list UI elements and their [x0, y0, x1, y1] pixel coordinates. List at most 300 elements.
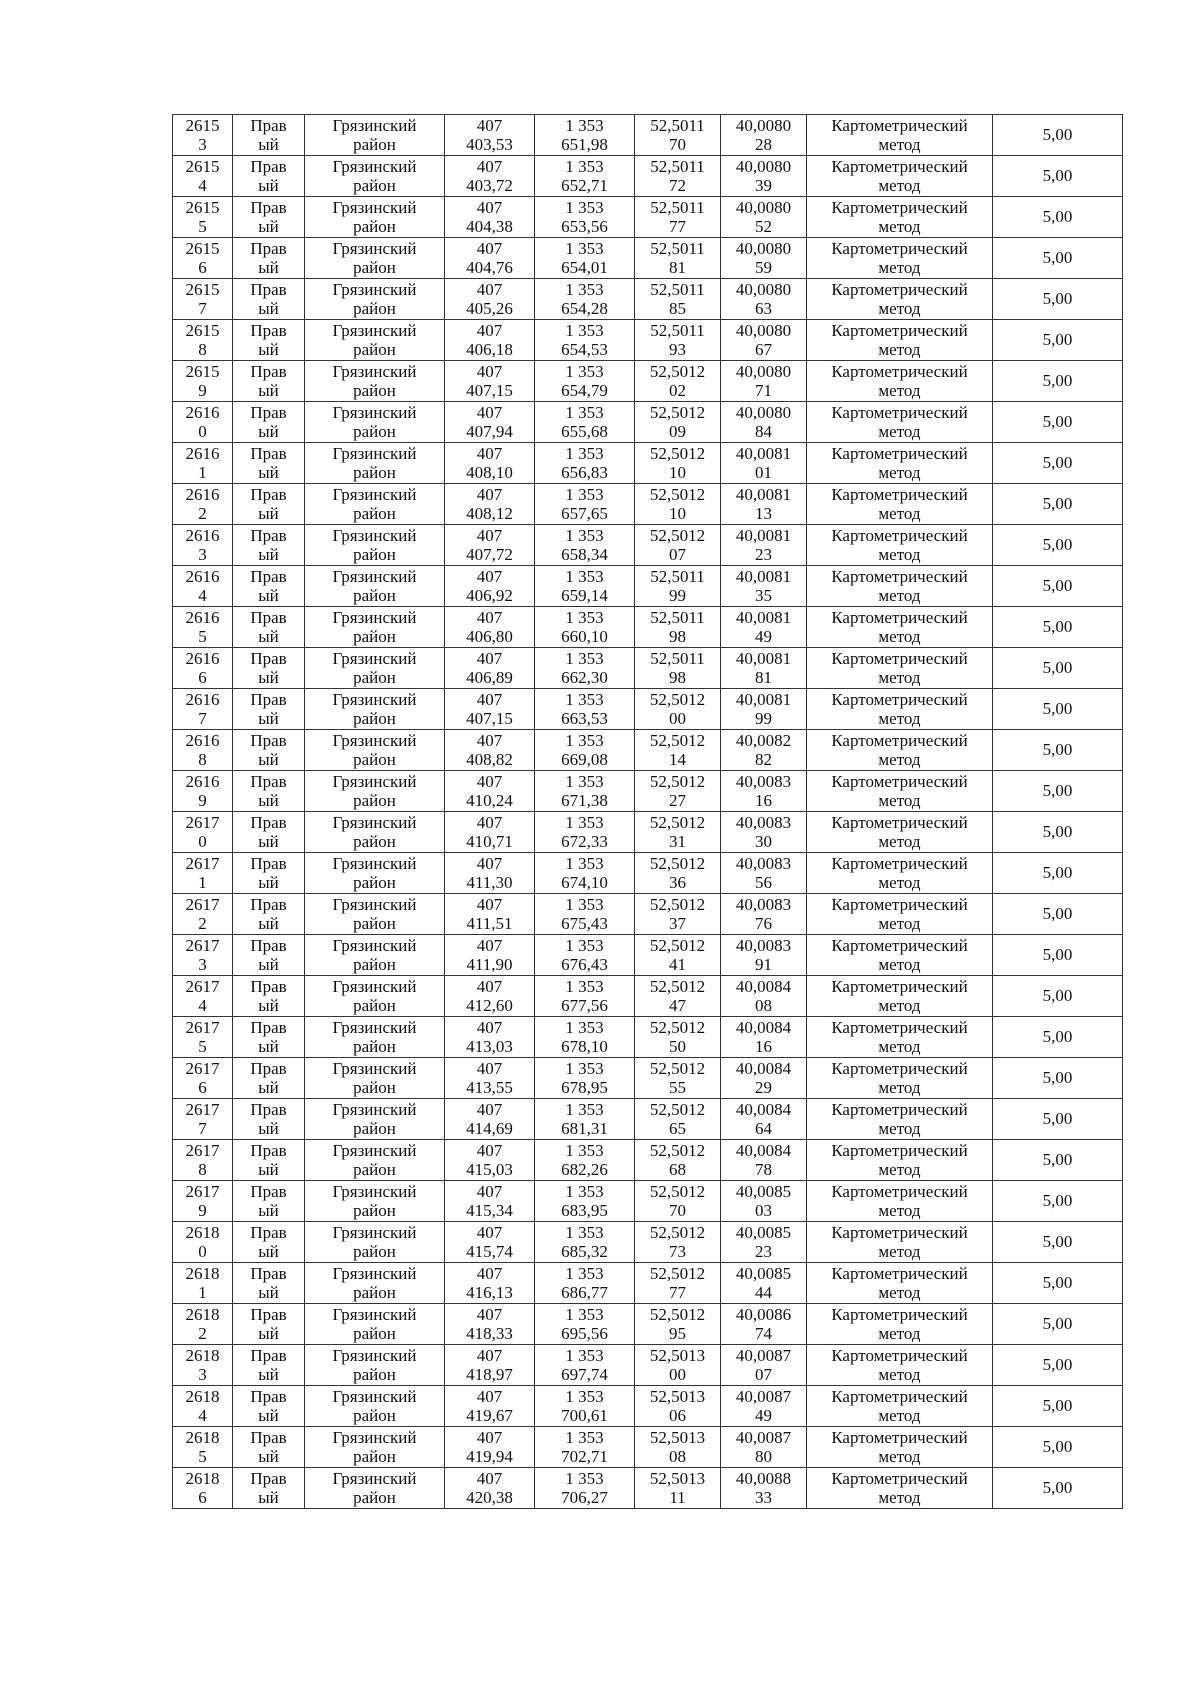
method-cell	[807, 1140, 993, 1181]
side-cell-line-1: Прав	[250, 403, 287, 422]
coordinate-y-cell-line-2: 672,33	[561, 832, 608, 851]
longitude-cell-line-1: 40,0083	[735, 772, 792, 791]
table-row	[173, 894, 1123, 935]
side-cell-line-1: Прав	[250, 1469, 287, 1488]
longitude-cell-line-1: 40,0088	[735, 1469, 792, 1488]
table-row	[173, 935, 1123, 976]
method-cell-line-2: метод	[878, 1242, 921, 1261]
longitude-cell	[721, 1222, 807, 1263]
longitude-cell-line-1: 40,0084	[735, 1100, 792, 1119]
point-number-cell-line-1: 2617	[185, 854, 220, 873]
latitude-cell-line-2: 93	[669, 340, 686, 359]
side-cell-line-2: ый	[258, 258, 279, 277]
coordinate-y-cell-line-2: 674,10	[561, 873, 608, 892]
district-cell-line-1: Грязинский	[332, 1018, 417, 1037]
table-row	[173, 1181, 1123, 1222]
longitude-cell	[721, 1304, 807, 1345]
side-cell	[233, 1058, 305, 1099]
side-cell-line-1: Прав	[250, 280, 287, 299]
latitude-cell-line-2: 00	[669, 1365, 686, 1384]
method-cell	[807, 812, 993, 853]
side-cell	[233, 1222, 305, 1263]
method-cell-line-2: метод	[878, 381, 921, 400]
coordinate-x-cell-line-2: 407,15	[466, 381, 513, 400]
method-cell	[807, 648, 993, 689]
district-cell-line-2: район	[353, 586, 396, 605]
side-cell-line-2: ый	[258, 1406, 279, 1425]
district-cell-line-1: Грязинский	[332, 1469, 417, 1488]
district-cell-line-2: район	[353, 1324, 396, 1343]
district-cell-line-2: район	[353, 996, 396, 1015]
method-cell	[807, 730, 993, 771]
latitude-cell	[635, 1140, 721, 1181]
method-cell-line-2: метод	[878, 1365, 921, 1384]
latitude-cell-line-2: 99	[669, 586, 686, 605]
coordinate-y-cell-line-1: 1 353	[565, 854, 604, 873]
method-cell-line-2: метод	[878, 463, 921, 482]
latitude-cell-line-1: 52,5012	[649, 813, 706, 832]
district-cell-line-2: район	[353, 422, 396, 441]
longitude-cell	[721, 1345, 807, 1386]
coordinate-y-cell-line-2: 677,56	[561, 996, 608, 1015]
district-cell-line-1: Грязинский	[332, 813, 417, 832]
district-cell	[305, 361, 445, 402]
coordinate-x-cell-line-2: 420,38	[466, 1488, 513, 1507]
point-number-cell-line-2: 8	[198, 340, 207, 359]
district-cell	[305, 976, 445, 1017]
accuracy-cell: 5,00	[993, 1263, 1123, 1304]
side-cell-line-2: ый	[258, 504, 279, 523]
point-number-cell-line-2: 9	[198, 791, 207, 810]
method-cell	[807, 976, 993, 1017]
latitude-cell	[635, 197, 721, 238]
coordinate-x-cell	[445, 320, 535, 361]
longitude-cell-line-2: 49	[755, 1406, 772, 1425]
longitude-cell-line-2: 78	[755, 1160, 772, 1179]
district-cell	[305, 689, 445, 730]
coordinate-y-cell	[535, 976, 635, 1017]
coordinate-y-cell-line-1: 1 353	[565, 895, 604, 914]
district-cell-line-1: Грязинский	[332, 1100, 417, 1119]
coordinate-x-cell-line-2: 419,67	[466, 1406, 513, 1425]
latitude-cell	[635, 771, 721, 812]
side-cell	[233, 525, 305, 566]
point-number-cell-line-1: 2618	[185, 1346, 220, 1365]
district-cell	[305, 115, 445, 156]
table-row	[173, 484, 1123, 525]
point-number-cell	[173, 1222, 233, 1263]
method-cell-line-2: метод	[878, 1160, 921, 1179]
coordinate-y-cell-line-1: 1 353	[565, 198, 604, 217]
point-number-cell	[173, 648, 233, 689]
side-cell-line-1: Прав	[250, 1223, 287, 1242]
table-row	[173, 115, 1123, 156]
coordinate-x-cell-line-1: 407	[476, 977, 503, 996]
point-number-cell	[173, 156, 233, 197]
longitude-cell-line-1: 40,0086	[735, 1305, 792, 1324]
latitude-cell	[635, 1058, 721, 1099]
table-row	[173, 1099, 1123, 1140]
point-number-cell-line-2: 7	[198, 709, 207, 728]
side-cell-line-1: Прав	[250, 1182, 287, 1201]
method-cell-line-2: метод	[878, 504, 921, 523]
coordinate-x-cell-line-2: 410,24	[466, 791, 513, 810]
coordinate-x-cell-line-1: 407	[476, 444, 503, 463]
coordinate-x-cell	[445, 730, 535, 771]
longitude-cell	[721, 894, 807, 935]
latitude-cell	[635, 976, 721, 1017]
latitude-cell	[635, 156, 721, 197]
point-number-cell	[173, 320, 233, 361]
point-number-cell-line-1: 2617	[185, 1100, 220, 1119]
coordinate-x-cell-line-2: 408,10	[466, 463, 513, 482]
district-cell-line-2: район	[353, 176, 396, 195]
side-cell	[233, 115, 305, 156]
method-cell-line-1: Картометрический	[831, 198, 968, 217]
accuracy-cell: 5,00	[993, 279, 1123, 320]
coordinate-x-cell-line-1: 407	[476, 485, 503, 504]
point-number-cell-line-1: 2617	[185, 1141, 220, 1160]
district-cell	[305, 894, 445, 935]
coordinate-x-cell-line-2: 412,60	[466, 996, 513, 1015]
point-number-cell-line-2: 2	[198, 1324, 207, 1343]
coordinate-x-cell-line-1: 407	[476, 1469, 503, 1488]
side-cell-line-1: Прав	[250, 362, 287, 381]
coordinate-x-cell	[445, 1099, 535, 1140]
district-cell-line-2: район	[353, 299, 396, 318]
coordinate-x-cell	[445, 976, 535, 1017]
district-cell-line-2: район	[353, 504, 396, 523]
coordinate-y-cell	[535, 648, 635, 689]
method-cell	[807, 1427, 993, 1468]
coordinate-x-cell-line-1: 407	[476, 1264, 503, 1283]
side-cell-line-2: ый	[258, 381, 279, 400]
side-cell-line-1: Прав	[250, 936, 287, 955]
coordinate-x-cell	[445, 1017, 535, 1058]
coordinate-y-cell	[535, 156, 635, 197]
coordinate-x-cell	[445, 935, 535, 976]
district-cell	[305, 238, 445, 279]
point-number-cell-line-1: 2618	[185, 1264, 220, 1283]
district-cell	[305, 1345, 445, 1386]
coordinate-y-cell	[535, 443, 635, 484]
coordinate-x-cell-line-2: 413,03	[466, 1037, 513, 1056]
side-cell	[233, 935, 305, 976]
point-number-cell	[173, 1099, 233, 1140]
district-cell-line-2: район	[353, 791, 396, 810]
method-cell-line-1: Картометрический	[831, 1100, 968, 1119]
district-cell	[305, 525, 445, 566]
coordinate-y-cell	[535, 1181, 635, 1222]
coordinate-y-cell-line-2: 685,32	[561, 1242, 608, 1261]
accuracy-cell: 5,00	[993, 1386, 1123, 1427]
method-cell-line-2: метод	[878, 668, 921, 687]
table-row	[173, 279, 1123, 320]
side-cell-line-2: ый	[258, 340, 279, 359]
accuracy-cell: 5,00	[993, 115, 1123, 156]
district-cell	[305, 156, 445, 197]
latitude-cell-line-2: 08	[669, 1447, 686, 1466]
district-cell-line-2: район	[353, 1283, 396, 1302]
coordinate-x-cell-line-2: 404,38	[466, 217, 513, 236]
point-number-cell-line-1: 2615	[185, 321, 220, 340]
coordinate-y-cell-line-1: 1 353	[565, 813, 604, 832]
accuracy-cell: 5,00	[993, 1468, 1123, 1509]
method-cell-line-1: Картометрический	[831, 772, 968, 791]
district-cell-line-1: Грязинский	[332, 1059, 417, 1078]
table-row	[173, 1468, 1123, 1509]
side-cell	[233, 1386, 305, 1427]
latitude-cell	[635, 484, 721, 525]
longitude-cell-line-2: 67	[755, 340, 772, 359]
longitude-cell	[721, 1427, 807, 1468]
district-cell-line-1: Грязинский	[332, 731, 417, 750]
longitude-cell-line-2: 03	[755, 1201, 772, 1220]
longitude-cell	[721, 1017, 807, 1058]
side-cell-line-2: ый	[258, 1488, 279, 1507]
latitude-cell-line-1: 52,5012	[649, 977, 706, 996]
point-number-cell-line-1: 2617	[185, 813, 220, 832]
latitude-cell-line-1: 52,5011	[650, 157, 705, 176]
coordinate-y-cell-line-2: 654,79	[561, 381, 608, 400]
coordinate-y-cell-line-2: 654,28	[561, 299, 608, 318]
coordinate-y-cell-line-1: 1 353	[565, 1141, 604, 1160]
coordinate-y-cell-line-2: 659,14	[561, 586, 608, 605]
side-cell-line-2: ый	[258, 914, 279, 933]
side-cell-line-1: Прав	[250, 526, 287, 545]
method-cell-line-2: метод	[878, 627, 921, 646]
latitude-cell	[635, 689, 721, 730]
side-cell	[233, 1427, 305, 1468]
latitude-cell-line-2: 81	[669, 258, 686, 277]
latitude-cell-line-1: 52,5011	[650, 239, 705, 258]
point-number-cell	[173, 361, 233, 402]
district-cell-line-1: Грязинский	[332, 280, 417, 299]
side-cell	[233, 402, 305, 443]
side-cell-line-1: Прав	[250, 772, 287, 791]
coordinate-y-cell-line-1: 1 353	[565, 649, 604, 668]
point-number-cell	[173, 1017, 233, 1058]
point-number-cell	[173, 197, 233, 238]
longitude-cell-line-1: 40,0080	[735, 116, 792, 135]
latitude-cell-line-2: 10	[669, 504, 686, 523]
coordinate-x-cell-line-1: 407	[476, 362, 503, 381]
method-cell-line-1: Картометрический	[831, 1059, 968, 1078]
district-cell-line-1: Грязинский	[332, 444, 417, 463]
district-cell-line-1: Грязинский	[332, 362, 417, 381]
latitude-cell-line-1: 52,5012	[649, 1264, 706, 1283]
point-number-cell-line-2: 7	[198, 299, 207, 318]
longitude-cell-line-2: 01	[755, 463, 772, 482]
method-cell-line-1: Картометрический	[831, 690, 968, 709]
longitude-cell-line-1: 40,0081	[735, 649, 792, 668]
method-cell	[807, 1263, 993, 1304]
method-cell-line-1: Картометрический	[831, 157, 968, 176]
district-cell	[305, 279, 445, 320]
coordinate-x-cell-line-1: 407	[476, 608, 503, 627]
point-number-cell-line-2: 1	[198, 1283, 207, 1302]
longitude-cell-line-2: 56	[755, 873, 772, 892]
district-cell-line-1: Грязинский	[332, 1305, 417, 1324]
longitude-cell-line-1: 40,0080	[735, 239, 792, 258]
district-cell-line-2: район	[353, 1160, 396, 1179]
district-cell	[305, 320, 445, 361]
coordinate-y-cell	[535, 771, 635, 812]
method-cell	[807, 402, 993, 443]
side-cell-line-2: ый	[258, 709, 279, 728]
accuracy-cell: 5,00	[993, 771, 1123, 812]
method-cell	[807, 1304, 993, 1345]
coordinate-x-cell-line-2: 403,72	[466, 176, 513, 195]
side-cell	[233, 156, 305, 197]
longitude-cell	[721, 648, 807, 689]
latitude-cell	[635, 648, 721, 689]
longitude-cell-line-1: 40,0084	[735, 1059, 792, 1078]
coordinate-y-cell-line-1: 1 353	[565, 608, 604, 627]
latitude-cell-line-2: 36	[669, 873, 686, 892]
latitude-cell	[635, 853, 721, 894]
coordinate-y-cell	[535, 484, 635, 525]
accuracy-cell: 5,00	[993, 1140, 1123, 1181]
accuracy-cell: 5,00	[993, 443, 1123, 484]
latitude-cell-line-1: 52,5011	[650, 116, 705, 135]
coordinate-x-cell-line-2: 415,74	[466, 1242, 513, 1261]
method-cell-line-2: метод	[878, 135, 921, 154]
point-number-cell-line-1: 2616	[185, 444, 220, 463]
side-cell-line-1: Прав	[250, 1018, 287, 1037]
district-cell-line-1: Грязинский	[332, 977, 417, 996]
method-cell-line-1: Картометрический	[831, 280, 968, 299]
accuracy-cell: 5,00	[993, 1222, 1123, 1263]
longitude-cell-line-2: 29	[755, 1078, 772, 1097]
longitude-cell-line-2: 13	[755, 504, 772, 523]
coordinate-x-cell	[445, 1468, 535, 1509]
district-cell	[305, 484, 445, 525]
method-cell-line-1: Картометрический	[831, 1305, 968, 1324]
accuracy-cell: 5,00	[993, 1427, 1123, 1468]
longitude-cell-line-1: 40,0081	[735, 485, 792, 504]
side-cell-line-2: ый	[258, 1119, 279, 1138]
coordinate-y-cell	[535, 1058, 635, 1099]
point-number-cell	[173, 566, 233, 607]
coordinate-x-cell-line-2: 406,92	[466, 586, 513, 605]
latitude-cell-line-2: 41	[669, 955, 686, 974]
longitude-cell-line-1: 40,0080	[735, 403, 792, 422]
point-number-cell	[173, 1263, 233, 1304]
point-number-cell-line-1: 2615	[185, 198, 220, 217]
longitude-cell-line-1: 40,0080	[735, 198, 792, 217]
side-cell-line-1: Прав	[250, 854, 287, 873]
coordinate-x-cell-line-1: 407	[476, 649, 503, 668]
latitude-cell-line-1: 52,5012	[649, 690, 706, 709]
coordinate-x-cell	[445, 279, 535, 320]
coordinate-x-cell-line-1: 407	[476, 690, 503, 709]
latitude-cell-line-1: 52,5011	[650, 321, 705, 340]
side-cell-line-2: ый	[258, 1365, 279, 1384]
point-number-cell-line-1: 2616	[185, 485, 220, 504]
coordinate-x-cell-line-1: 407	[476, 1223, 503, 1242]
coordinate-x-cell-line-1: 407	[476, 116, 503, 135]
accuracy-cell: 5,00	[993, 361, 1123, 402]
accuracy-cell: 5,00	[993, 812, 1123, 853]
point-number-cell	[173, 484, 233, 525]
coordinate-y-cell	[535, 238, 635, 279]
point-number-cell	[173, 1181, 233, 1222]
point-number-cell	[173, 730, 233, 771]
point-number-cell	[173, 402, 233, 443]
coordinate-y-cell-line-2: 660,10	[561, 627, 608, 646]
latitude-cell-line-1: 52,5012	[649, 1141, 706, 1160]
side-cell	[233, 894, 305, 935]
longitude-cell-line-2: 81	[755, 668, 772, 687]
side-cell	[233, 566, 305, 607]
longitude-cell	[721, 1099, 807, 1140]
side-cell-line-2: ый	[258, 217, 279, 236]
longitude-cell	[721, 1140, 807, 1181]
district-cell-line-2: район	[353, 258, 396, 277]
coordinate-y-cell-line-2: 697,74	[561, 1365, 608, 1384]
latitude-cell-line-2: 02	[669, 381, 686, 400]
side-cell-line-2: ый	[258, 422, 279, 441]
coordinate-y-cell-line-2: 695,56	[561, 1324, 608, 1343]
longitude-cell-line-2: 08	[755, 996, 772, 1015]
longitude-cell	[721, 279, 807, 320]
coordinate-x-cell-line-1: 407	[476, 772, 503, 791]
district-cell-line-2: район	[353, 1078, 396, 1097]
coordinate-y-cell-line-2: 686,77	[561, 1283, 608, 1302]
coordinate-x-cell-line-2: 406,80	[466, 627, 513, 646]
coordinate-y-cell-line-2: 652,71	[561, 176, 608, 195]
side-cell	[233, 812, 305, 853]
district-cell	[305, 853, 445, 894]
coordinate-y-cell-line-1: 1 353	[565, 1264, 604, 1283]
coordinate-x-cell	[445, 156, 535, 197]
longitude-cell-line-1: 40,0080	[735, 280, 792, 299]
longitude-cell-line-1: 40,0083	[735, 936, 792, 955]
coordinate-x-cell	[445, 607, 535, 648]
longitude-cell-line-2: 28	[755, 135, 772, 154]
longitude-cell-line-1: 40,0083	[735, 854, 792, 873]
longitude-cell	[721, 402, 807, 443]
coordinate-y-cell-line-1: 1 353	[565, 567, 604, 586]
longitude-cell-line-2: 33	[755, 1488, 772, 1507]
side-cell	[233, 279, 305, 320]
longitude-cell	[721, 443, 807, 484]
method-cell	[807, 771, 993, 812]
district-cell	[305, 1099, 445, 1140]
coordinate-y-cell	[535, 1345, 635, 1386]
coordinate-y-cell-line-2: 651,98	[561, 135, 608, 154]
latitude-cell-line-1: 52,5011	[650, 198, 705, 217]
method-cell-line-1: Картометрический	[831, 444, 968, 463]
coordinate-x-cell-line-1: 407	[476, 854, 503, 873]
latitude-cell	[635, 1427, 721, 1468]
accuracy-cell: 5,00	[993, 648, 1123, 689]
method-cell-line-2: метод	[878, 586, 921, 605]
latitude-cell-line-2: 55	[669, 1078, 686, 1097]
side-cell	[233, 197, 305, 238]
latitude-cell-line-2: 98	[669, 627, 686, 646]
method-cell-line-2: метод	[878, 1119, 921, 1138]
coordinate-x-cell-line-1: 407	[476, 1346, 503, 1365]
longitude-cell	[721, 484, 807, 525]
table-row	[173, 1058, 1123, 1099]
district-cell	[305, 1263, 445, 1304]
latitude-cell-line-1: 52,5012	[649, 1223, 706, 1242]
point-number-cell-line-2: 4	[198, 996, 207, 1015]
side-cell	[233, 730, 305, 771]
side-cell-line-1: Прав	[250, 239, 287, 258]
